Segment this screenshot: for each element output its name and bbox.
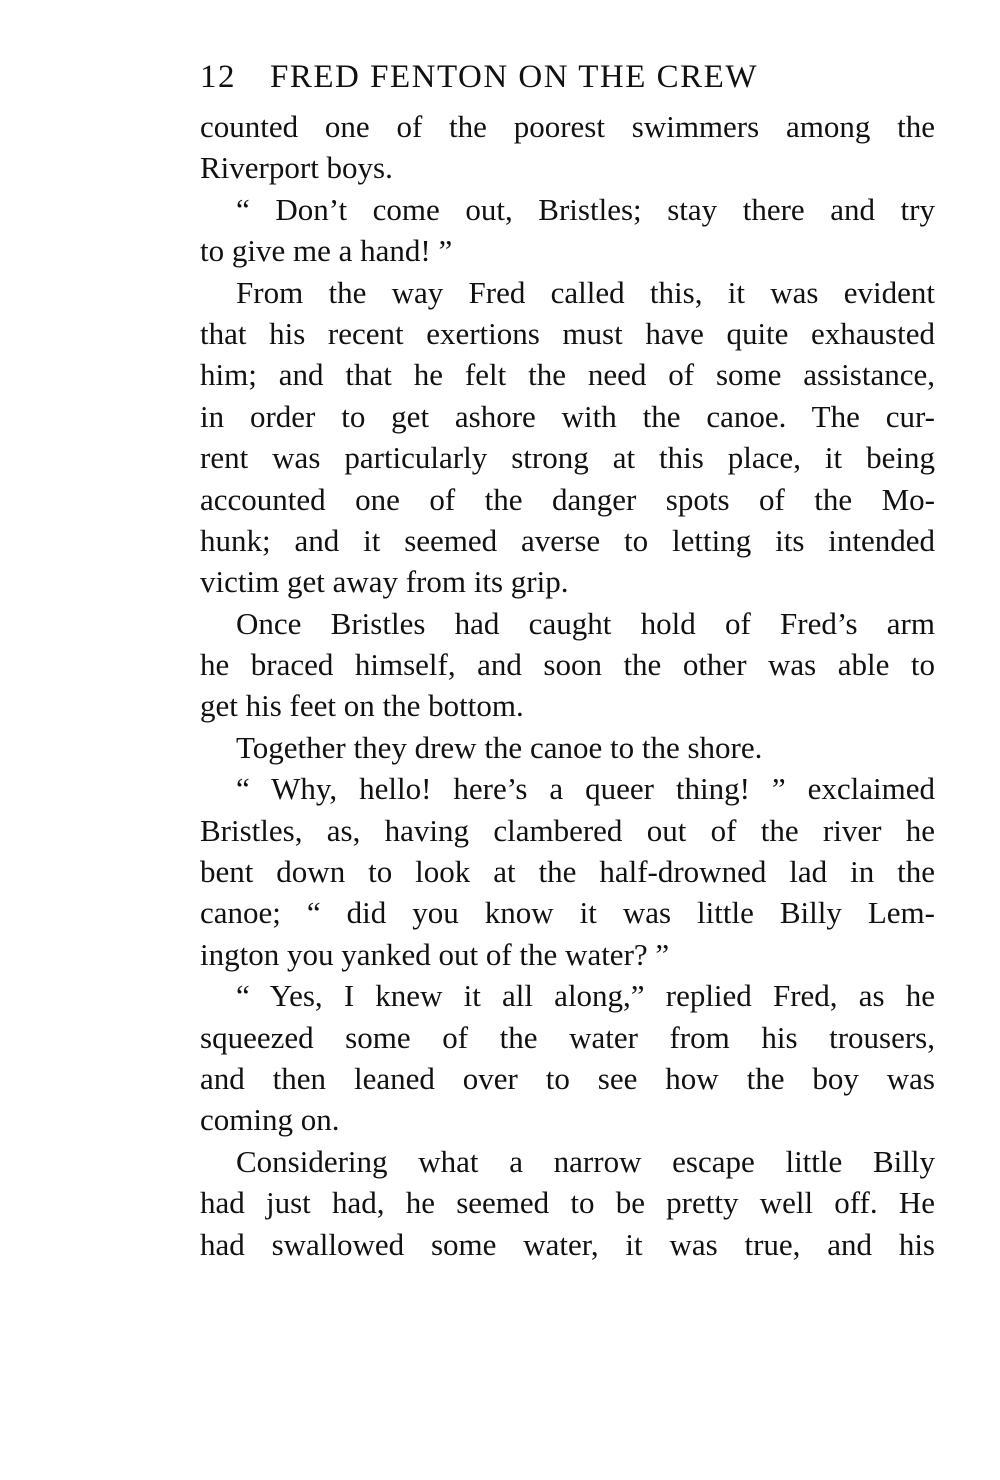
text-line: counted one of the poorest swimmers among the	[200, 109, 935, 144]
text-line: coming on.	[200, 1102, 340, 1138]
text-line: Considering what a narrow escape little Billy	[236, 1143, 935, 1179]
text-line: get his feet on the bottom.	[200, 688, 524, 724]
text-line: victim get away from its grip.	[200, 564, 569, 600]
running-head	[200, 52, 935, 102]
text-line: From the way Fred called this, it was evident	[236, 274, 935, 310]
text-line: canoe; “ did you know it was little Billy Lem-	[200, 895, 935, 931]
text-line: him; and that he felt the need of some assistance,	[200, 357, 935, 393]
text-line: squeezed some of the water from his trousers,	[200, 1019, 935, 1055]
text-line: “ Yes, I knew it all along,” replied Fred, as he	[236, 978, 935, 1014]
text-line: hunk; and it seemed averse to letting its intended	[200, 522, 935, 558]
body-text	[200, 106, 935, 1265]
text-line: had swallowed some water, it was true, and his	[200, 1226, 935, 1262]
text-line: “ Don’t come out, Bristles; stay there and try	[236, 191, 935, 227]
text-line: accounted one of the danger spots of the Mo-	[200, 481, 935, 517]
text-line: “ Why, hello! here’s a queer thing! ” exclaimed	[236, 771, 935, 807]
text-line: in order to get ashore with the canoe. The cur-	[200, 398, 935, 434]
text-line: he braced himself, and soon the other was able to	[200, 647, 935, 683]
text-line: had just had, he seemed to be pretty well off. He	[200, 1185, 935, 1221]
running-title: FRED FENTON ON THE CREW	[270, 59, 758, 95]
text-line: that his recent exertions must have quite exhausted	[200, 315, 935, 351]
text-line: Bristles, as, having clambered out of the river he	[200, 812, 935, 848]
text-line: rent was particularly strong at this place, it being	[200, 440, 935, 476]
text-line: to give me a hand! ”	[200, 233, 453, 269]
text-line: Riverport boys.	[200, 150, 393, 186]
book-page	[200, 52, 935, 1265]
text-line: and then leaned over to see how the boy was	[200, 1060, 935, 1096]
text-line: ington you yanked out of the water? ”	[200, 936, 670, 972]
text-line: Once Bristles had caught hold of Fred’s arm	[236, 605, 935, 641]
text-line: bent down to look at the half-drowned lad in the	[200, 854, 935, 890]
page-number: 12	[200, 59, 236, 95]
text-line: Together they drew the canoe to the shore.	[236, 729, 763, 765]
